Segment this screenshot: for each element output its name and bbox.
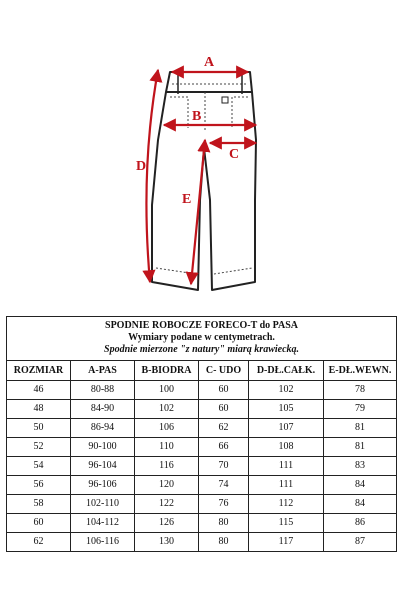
table-header-row xyxy=(7,361,397,381)
table-cell: 79 xyxy=(324,400,397,419)
table-cell: 122 xyxy=(135,495,199,514)
table-cell: 76 xyxy=(199,495,249,514)
table-cell: 112 xyxy=(249,495,324,514)
table-cell: 81 xyxy=(324,438,397,457)
table-row xyxy=(7,457,397,476)
table-cell: 87 xyxy=(324,533,397,552)
table-cell: 111 xyxy=(249,476,324,495)
table-cell: 100 xyxy=(135,381,199,400)
table-cell: 86 xyxy=(324,514,397,533)
table-row xyxy=(7,419,397,438)
table-note: Spodnie mierzone "z natury" miarą krawiecką. xyxy=(104,344,300,355)
col-header-waist: A-PAS xyxy=(71,361,135,381)
table-cell: 115 xyxy=(249,514,324,533)
label-e: E xyxy=(182,192,192,207)
table-cell: 62 xyxy=(199,419,249,438)
table-row xyxy=(7,400,397,419)
table-cell: 78 xyxy=(324,381,397,400)
table-cell: 80 xyxy=(199,533,249,552)
table-cell: 70 xyxy=(199,457,249,476)
label-c: C xyxy=(229,147,240,162)
col-header-inseam: E-DŁ.WEWN. xyxy=(324,361,397,381)
table-row xyxy=(7,533,397,552)
table-cell: 117 xyxy=(249,533,324,552)
label-d: D xyxy=(136,159,147,174)
size-table xyxy=(6,316,396,552)
table-cell: 104-112 xyxy=(71,514,135,533)
table-cell: 80-88 xyxy=(71,381,135,400)
table-cell: 110 xyxy=(135,438,199,457)
table-cell: 62 xyxy=(7,533,71,552)
table-cell: 102-110 xyxy=(71,495,135,514)
table-cell: 111 xyxy=(249,457,324,476)
table-caption-row xyxy=(7,317,397,361)
table-cell: 58 xyxy=(7,495,71,514)
table-cell: 84 xyxy=(324,495,397,514)
table-cell: 80 xyxy=(199,514,249,533)
measure-lines xyxy=(146,70,256,284)
table-row xyxy=(7,381,397,400)
table-cell: 48 xyxy=(7,400,71,419)
col-header-hips: B-BIODRA xyxy=(135,361,199,381)
table-cell: 120 xyxy=(135,476,199,495)
table-cell: 106 xyxy=(135,419,199,438)
table-cell: 107 xyxy=(249,419,324,438)
table-cell: 90-100 xyxy=(71,438,135,457)
table-cell: 96-104 xyxy=(71,457,135,476)
table-cell: 126 xyxy=(135,514,199,533)
label-a: A xyxy=(204,55,215,70)
table-cell: 105 xyxy=(249,400,324,419)
table-title: SPODNIE ROBOCZE FORECO-T do PASA xyxy=(105,320,299,331)
table-cell: 60 xyxy=(199,400,249,419)
table-body xyxy=(7,381,397,552)
table-subtitle: Wymiary podane w centymetrach. xyxy=(128,332,275,343)
col-header-total-length: D-DŁ.CAŁK. xyxy=(249,361,324,381)
table-cell: 56 xyxy=(7,476,71,495)
table-cell: 74 xyxy=(199,476,249,495)
table-cell: 116 xyxy=(135,457,199,476)
table-cell: 52 xyxy=(7,438,71,457)
table-cell: 54 xyxy=(7,457,71,476)
table-row xyxy=(7,476,397,495)
table-row xyxy=(7,514,397,533)
trousers-outline xyxy=(152,72,256,290)
table-cell: 46 xyxy=(7,381,71,400)
button xyxy=(222,97,228,103)
table-cell: 83 xyxy=(324,457,397,476)
table-cell: 108 xyxy=(249,438,324,457)
table-row xyxy=(7,438,397,457)
trousers-stitching xyxy=(156,84,252,274)
table-cell: 60 xyxy=(199,381,249,400)
table-cell: 50 xyxy=(7,419,71,438)
table-cell: 86-94 xyxy=(71,419,135,438)
table-row xyxy=(7,495,397,514)
table-cell: 84-90 xyxy=(71,400,135,419)
col-header-size: ROZMIAR xyxy=(7,361,71,381)
belt-loops xyxy=(178,70,242,94)
table-cell: 66 xyxy=(199,438,249,457)
table-cell: 130 xyxy=(135,533,199,552)
table-cell: 60 xyxy=(7,514,71,533)
label-b: B xyxy=(192,109,202,124)
table-cell: 102 xyxy=(249,381,324,400)
table-cell: 106-116 xyxy=(71,533,135,552)
table-cell: 84 xyxy=(324,476,397,495)
table-cell: 96-106 xyxy=(71,476,135,495)
col-header-thigh: C- UDO xyxy=(199,361,249,381)
table-cell: 102 xyxy=(135,400,199,419)
table-cell: 81 xyxy=(324,419,397,438)
